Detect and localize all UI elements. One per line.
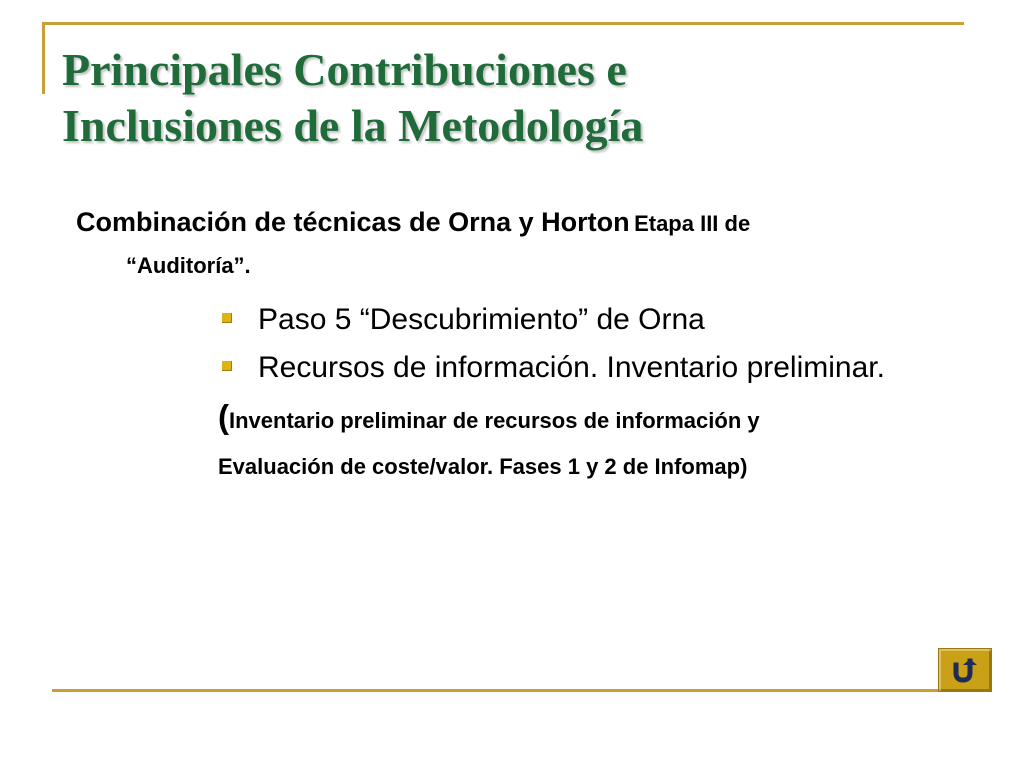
return-arrow-icon xyxy=(948,655,982,685)
note-line-1: Inventario preliminar de recursos de información y xyxy=(229,408,760,433)
title-line-1: Principales Contribuciones e xyxy=(62,44,627,95)
slide-title xyxy=(62,42,962,154)
intro-stage-name: “Auditoría”. xyxy=(126,253,251,278)
bullet-text: Recursos de información. Inventario preliminar. xyxy=(258,351,885,384)
note-line-2: Evaluación de coste/valor. Fases 1 y 2 de Infomap) xyxy=(218,454,748,479)
title-line-2: Inclusiones de la Metodología xyxy=(62,100,644,151)
square-bullet-icon xyxy=(222,361,232,371)
left-divider xyxy=(42,22,45,94)
bullet-item xyxy=(218,344,998,392)
return-button[interactable] xyxy=(938,648,992,692)
bullet-item xyxy=(218,296,998,344)
parenthetical-note xyxy=(218,394,978,490)
note-open-paren: ( xyxy=(218,398,229,435)
intro-paragraph xyxy=(76,200,956,286)
square-bullet-icon xyxy=(222,313,232,323)
bullet-text: Paso 5 “Descubrimiento” de Orna xyxy=(258,303,705,336)
top-divider xyxy=(44,22,964,25)
bottom-divider xyxy=(52,689,972,692)
bullet-list xyxy=(218,296,998,392)
intro-stage-text: Etapa III de xyxy=(634,211,751,236)
intro-main-text: Combinación de técnicas de Orna y Horton xyxy=(76,207,630,237)
